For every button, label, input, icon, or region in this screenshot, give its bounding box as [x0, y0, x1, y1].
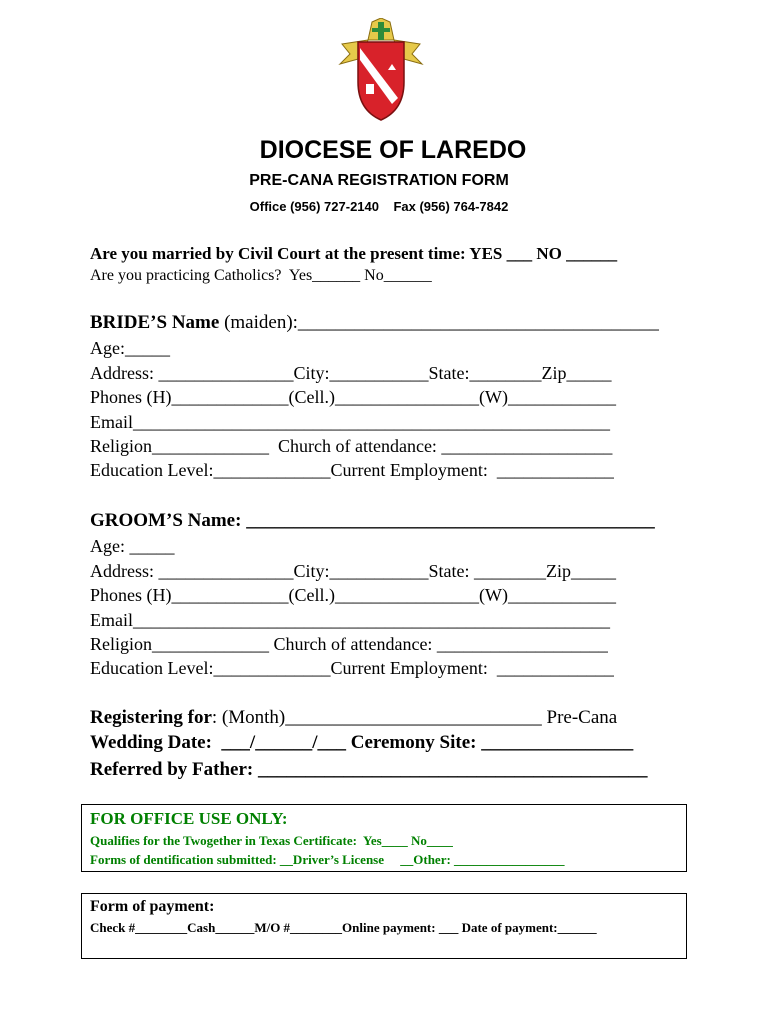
bride-email-field: Email_____________________________________________________ — [90, 412, 610, 432]
groom-religion-field: Religion_____________ Church of attendance: ___________________ — [90, 634, 608, 654]
document-title: DIOCESE OF LAREDO — [259, 136, 527, 164]
bride-address-field: Address: _______________City:___________State:________Zip_____ — [90, 363, 612, 383]
registering-for-field: : (Month)___________________________ Pre-Cana — [211, 707, 618, 728]
office-use-heading: FOR OFFICE USE ONLY: — [90, 809, 288, 828]
bride-name-label: BRIDE’S Name — [90, 312, 220, 333]
diocese-crest-icon — [336, 18, 426, 122]
office-contact-info: Office (956) 727-2140 Fax (956) 764-7842 — [249, 199, 509, 214]
groom-age-field: Age: _____ — [90, 536, 175, 556]
civil-court-question: Are you married by Civil Court at the present time: YES ___ NO ______ — [90, 244, 618, 263]
groom-address-field: Address: _______________City:___________State: ________Zip_____ — [90, 561, 616, 581]
payment-details-line: Check #________Cash______M/O #________Online payment: ___ Date of payment:______ — [90, 920, 597, 935]
form-subtitle: PRE-CANA REGISTRATION FORM — [249, 172, 509, 189]
registering-for-line — [90, 707, 617, 729]
groom-phones-field: Phones (H)_____________(Cell.)________________(W)____________ — [90, 585, 616, 605]
bride-education-field: Education Level:_____________Current Employment: _____________ — [90, 460, 614, 480]
bride-religion-field: Religion_____________ Church of attendance: ___________________ — [90, 436, 613, 456]
certificate-qualification-line: Qualifies for the Twogether in Texas Certificate: Yes____ No____ — [90, 833, 453, 848]
bride-name-line — [90, 312, 659, 334]
practicing-catholics-question: Are you practicing Catholics? Yes______ No______ — [90, 267, 432, 284]
wedding-date-line: Wedding Date: ___/______/___ Ceremony Site: ________________ — [90, 732, 634, 753]
referred-by-line: Referred by Father: _________________________________________ — [90, 759, 648, 780]
bride-age-field: Age:_____ — [90, 338, 170, 358]
groom-email-field: Email_____________________________________________________ — [90, 610, 610, 630]
groom-education-field: Education Level:_____________Current Employment: _____________ — [90, 658, 614, 678]
groom-name-line: GROOM’S Name: ___________________________________________ — [90, 510, 655, 531]
bride-phones-field: Phones (H)_____________(Cell.)________________(W)____________ — [90, 387, 616, 407]
payment-heading: Form of payment: — [90, 898, 215, 915]
bride-name-field: (maiden):______________________________________ — [219, 312, 659, 333]
registering-for-label: Registering for — [90, 707, 212, 728]
identification-forms-line: Forms of dentification submitted: __Driver’s License __Other: _________________ — [90, 852, 565, 867]
